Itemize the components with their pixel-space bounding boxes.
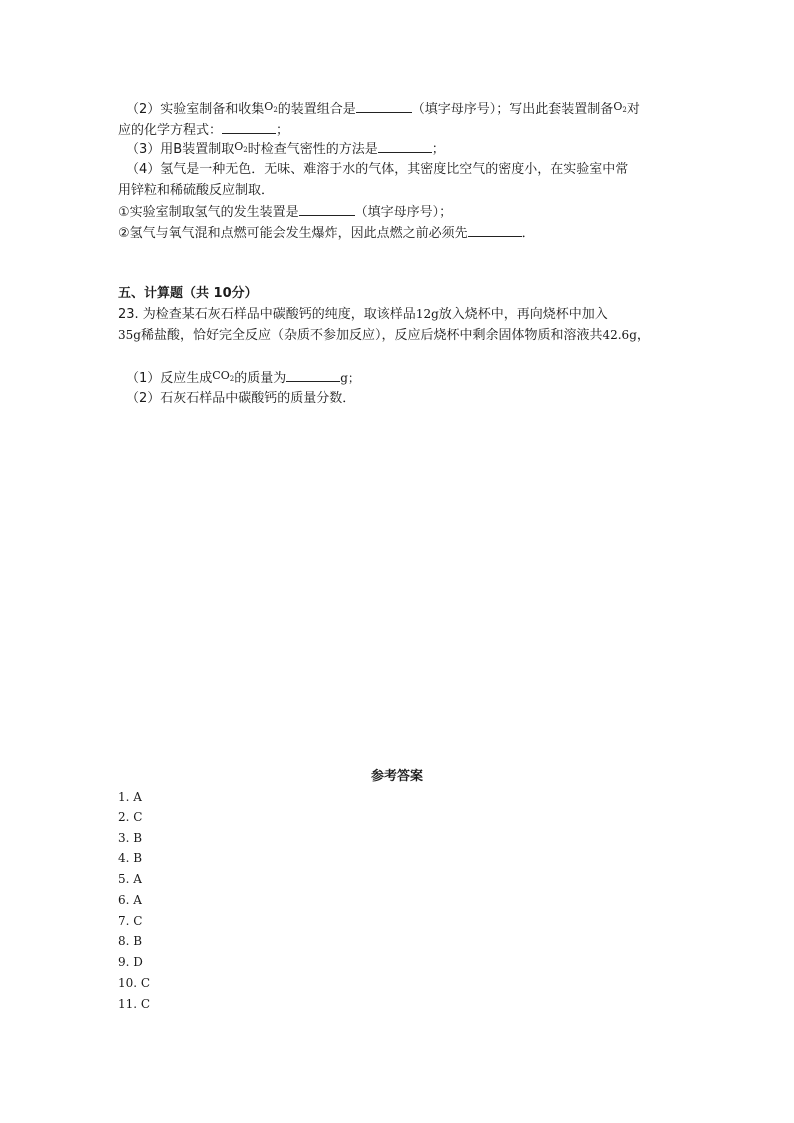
q23-line2: 35g稀盐酸，恰好完全反应（杂质不参加反应），反应后烧杯中剩余固体物质和溶液共42.6g， [118,328,650,343]
answer-item: 8. B [118,934,143,948]
o2-formula: O2 [234,140,248,154]
o2-formula: O2 [613,100,627,114]
answer-blank [299,203,355,216]
q23-sub2: （2）石灰石样品中碳酸钙的质量分数． [126,391,356,406]
answer-item: 10. C [118,976,151,990]
answer-item: 7. C [118,914,143,928]
q22-part4-line2: 用锌粒和稀硫酸反应制取． [118,183,275,198]
answer-item: 6. A [118,893,142,907]
answer-blank [468,224,522,237]
q23-line1: 23. 为检查某石灰石样品中碳酸钙的纯度，取该样品12g放入烧杯中，再向烧杯中加入 [118,307,608,322]
o2-formula: O2 [264,100,278,114]
answer-item: 5. A [118,872,142,886]
q22-part4-sub2: ②氢气与氧气混和点燃可能会发生爆炸，因此点燃之前必须先 ． [118,226,535,241]
acid-mass: 35g [118,328,141,342]
section-title: 五、计算题（共 10分） [118,286,258,301]
q22-part4-sub1: ①实验室制取氢气的发生装置是 （填字母序号）； [118,205,453,220]
co2-formula: CO2 [212,369,235,383]
answer-item: 4. B [118,851,143,865]
answer-blank [286,369,340,382]
answer-blank [356,100,412,113]
q22-part3: （3）用B装置制取$^{O_2}$时检查气密性的方法是 ； [126,140,445,157]
q22-part4-line1: （4）氢气是一种无色．无味、难溶于水的气体，其密度比空气的密度小，在实验室中常 [126,162,629,177]
answers-title: 参考答案 [370,769,423,784]
sample-mass: 12g [415,307,439,321]
answer-item: 1. A [118,790,142,804]
q22-part2-text: （2）实验室制备和收集 [126,102,265,117]
answer-item: 9. D [118,955,143,969]
q23-sub1: （1）反应生成$^{CO_2}$的质量为 g； [126,369,360,386]
answer-item: 3. B [118,831,143,845]
total-mass: 42.6g [602,328,637,342]
q22-part2-line1: （2）实验室制备和收集$^{O_2}$的装置组合是 （填字母序号）；写出此套装置制备$^{O_2}$对 [126,100,640,117]
answer-item: 2. C [118,810,143,824]
answer-blank [378,140,432,153]
answer-item: 11. C [118,997,151,1011]
q22-part2-line2: 应的化学方程式： ； [118,123,290,138]
answer-blank [222,121,276,134]
